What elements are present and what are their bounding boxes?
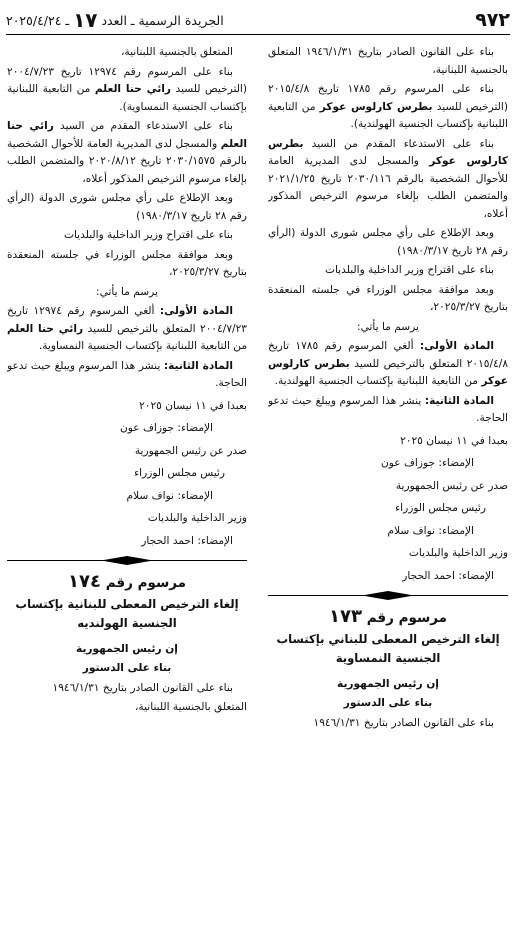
person-name: رائي حنا العلم bbox=[7, 322, 84, 335]
article-two bbox=[268, 393, 508, 428]
text: بناء على المرسوم رقم ١٧٨٥ تاريخ ٢٠١٥/٤/٨ (الترخيص للسيد bbox=[268, 83, 508, 113]
text: ألغي المرسوم رقم ١٧٨٥ تاريخ ٢٠١٥/٤/٨ المتعلق بالترخيص للسيد bbox=[268, 340, 508, 370]
text: من التابعية اللبنانية بإكتساب الجنسية الهولندية). bbox=[268, 100, 508, 130]
text: بناء على الدستور bbox=[343, 697, 433, 709]
paragraph: المتعلق بالجنسية اللبنانية، bbox=[135, 701, 247, 713]
text: بناء على المرسوم رقم ١٢٩٧٤ تاريخ ٢٠٠٤/٧/٢٣ (الترخيص للسيد bbox=[7, 65, 247, 95]
page-number: ٩٧٢ bbox=[475, 9, 510, 31]
text: ينشر هذا المرسوم ويبلغ حيث تدعو الحاجة. bbox=[268, 394, 508, 424]
paragraph bbox=[268, 81, 508, 134]
issue-number: ١٧ bbox=[73, 8, 98, 32]
pm-title: رئيس مجلس الوزراء bbox=[134, 467, 225, 479]
text: من التابعية اللبنانية بإكتساب الجنسية النمساوية). bbox=[7, 83, 247, 113]
article-label: المادة الثانية: bbox=[424, 394, 494, 407]
decrees-line: يرسم ما يأتي: bbox=[96, 285, 158, 298]
paragraph bbox=[7, 64, 247, 117]
constitution-line bbox=[7, 660, 247, 678]
decree-subject: إلغاء الترخيص المعطى للبناني بإكتساب الجنسية النمساوية bbox=[276, 631, 500, 665]
paragraph bbox=[7, 118, 247, 188]
paragraph: بناء على القانون الصادر بتاريخ ١٩٤٦/١/٣١ المتعلق بالجنسية اللبنانية، bbox=[268, 46, 508, 76]
decree-heading bbox=[268, 608, 508, 628]
article-label: المادة الأولى: bbox=[159, 305, 233, 317]
text: إن رئيس الجمهورية bbox=[337, 677, 439, 690]
paragraph: بناء على القانون الصادر بتاريخ ١٩٤٦/١/٣١ bbox=[52, 681, 233, 694]
gazette-title bbox=[6, 8, 224, 32]
pm-title: رئيس مجلس الوزراء bbox=[395, 502, 486, 514]
decree-number: ١٧٣ bbox=[329, 606, 362, 627]
person-name: رائي حنا العلم bbox=[94, 83, 172, 95]
interior-title: وزير الداخلية والبلديات bbox=[408, 547, 508, 559]
gazette-name: الجريدة الرسمية ـ العدد bbox=[101, 12, 224, 28]
paragraph: وبعد موافقة مجلس الوزراء في جلسته المنعقدة بتاريخ ٢٠٢٥/٣/٢٧، bbox=[7, 248, 247, 278]
paragraph: بناء على اقتراح وزير الداخلية والبلديات bbox=[324, 264, 494, 276]
decree-number: ١٧٤ bbox=[68, 571, 101, 592]
constitution-line bbox=[268, 695, 508, 713]
decree-subject: إلغاء الترخيص المعطى للبنانية بإكتساب الجنسية الهولنديه bbox=[15, 596, 239, 630]
text: والمسجل لدى المديرية العامة للأحوال الشخصية بالرقم ٢٠٣٠/١١٦ تاريخ ٢٠٢١/١/٢٥ والمتضمن الطلب بإلغاء مرسوم الترخيص المذكور أعلاه، bbox=[268, 155, 508, 220]
section-divider bbox=[7, 555, 247, 567]
from-president bbox=[7, 641, 247, 659]
signature-interior: الإمضاء: احمد الحجار bbox=[141, 534, 233, 547]
text: بناء على الاستدعاء المقدم من السيد bbox=[303, 137, 494, 150]
text: من التابعية اللبنانية بإكتساب الجنسية الهولندية. bbox=[274, 375, 482, 387]
paragraph: وبعد موافقة مجلس الوزراء في جلسته المنعقدة بتاريخ ٢٠٢٥/٣/٢٧، bbox=[268, 283, 508, 313]
signature-pm: الإمضاء: نواف سلام bbox=[126, 489, 213, 502]
person-name: بطرس كارلوس عوكر bbox=[319, 100, 433, 113]
article-one bbox=[7, 303, 247, 356]
left-column bbox=[7, 44, 247, 928]
date-line: بعبدا في ١١ نيسان ٢٠٢٥ bbox=[139, 399, 247, 412]
text: إن رئيس الجمهورية bbox=[76, 642, 178, 655]
text: بناء على الاستدعاء المقدم من السيد bbox=[53, 120, 233, 132]
text: والمسجل لدى المديرية العامة للأحوال الشخصية بالرقم ٢٠٣٠/١٥٧٥ تاريخ ٢٠٢٠/٨/١٢ والمتضمن الطلب بإلغاء مرسوم الترخيص المذكور أعلاه، bbox=[7, 137, 247, 185]
article-label: المادة الثانية: bbox=[163, 359, 233, 372]
section-divider bbox=[268, 590, 508, 602]
paragraph: وبعد الإطلاع على رأي مجلس شورى الدولة (الرأي رقم ٢٨ تاريخ ١٩٨٠/٣/١٧) bbox=[268, 227, 508, 257]
paragraph: بناء على اقتراح وزير الداخلية والبلديات bbox=[63, 229, 233, 241]
signature-president: الإمضاء: جوزاف عون bbox=[120, 422, 213, 434]
issued-by: صدر عن رئيس الجمهورية bbox=[134, 444, 247, 457]
paragraph: المتعلق بالجنسية اللبنانية، bbox=[121, 46, 233, 58]
signature-pm: الإمضاء: نواف سلام bbox=[387, 524, 474, 537]
text: بناء على الدستور bbox=[82, 662, 172, 674]
decrees-line: يرسم ما يأتي: bbox=[357, 320, 419, 333]
signature-president: الإمضاء: جوزاف عون bbox=[381, 457, 474, 469]
text: من التابعية اللبنانية بإكتساب الجنسية النمساوية. bbox=[38, 340, 247, 352]
paragraph: بناء على القانون الصادر بتاريخ ١٩٤٦/١/٣١ bbox=[313, 716, 494, 729]
article-one bbox=[268, 338, 508, 391]
issued-by: صدر عن رئيس الجمهورية bbox=[395, 479, 508, 492]
decree-label: مرسوم رقم bbox=[366, 610, 447, 626]
person-name: رائي حنا العلم bbox=[7, 120, 247, 150]
from-president bbox=[268, 676, 508, 694]
decree-heading bbox=[7, 573, 247, 593]
paragraph bbox=[268, 136, 508, 224]
decree-label: مرسوم رقم bbox=[105, 575, 186, 591]
paragraph: وبعد الإطلاع على رأي مجلس شورى الدولة (الرأي رقم ٢٨ تاريخ ١٩٨٠/٣/١٧) bbox=[7, 192, 247, 222]
right-column bbox=[268, 44, 508, 928]
page-header bbox=[6, 6, 510, 35]
interior-title: وزير الداخلية والبلديات bbox=[147, 512, 247, 524]
text: ينشر هذا المرسوم ويبلغ حيث تدعو الحاجة. bbox=[7, 359, 247, 389]
date-line: بعبدا في ١١ نيسان ٢٠٢٥ bbox=[400, 434, 508, 447]
article-two bbox=[7, 358, 247, 393]
article-label: المادة الأولى: bbox=[419, 340, 494, 352]
text: ألغي المرسوم رقم ١٢٩٧٤ تاريخ ٢٠٠٤/٧/٢٣ المتعلق بالترخيص للسيد bbox=[7, 305, 247, 335]
person-name: بطرس كارلوس عوكر bbox=[268, 137, 508, 167]
issue-date: ـ ٢٠٢٥/٤/٢٤ bbox=[6, 12, 70, 28]
person-name: بطرس كارلوس عوكر bbox=[268, 357, 508, 387]
signature-interior: الإمضاء: احمد الحجار bbox=[402, 569, 494, 582]
